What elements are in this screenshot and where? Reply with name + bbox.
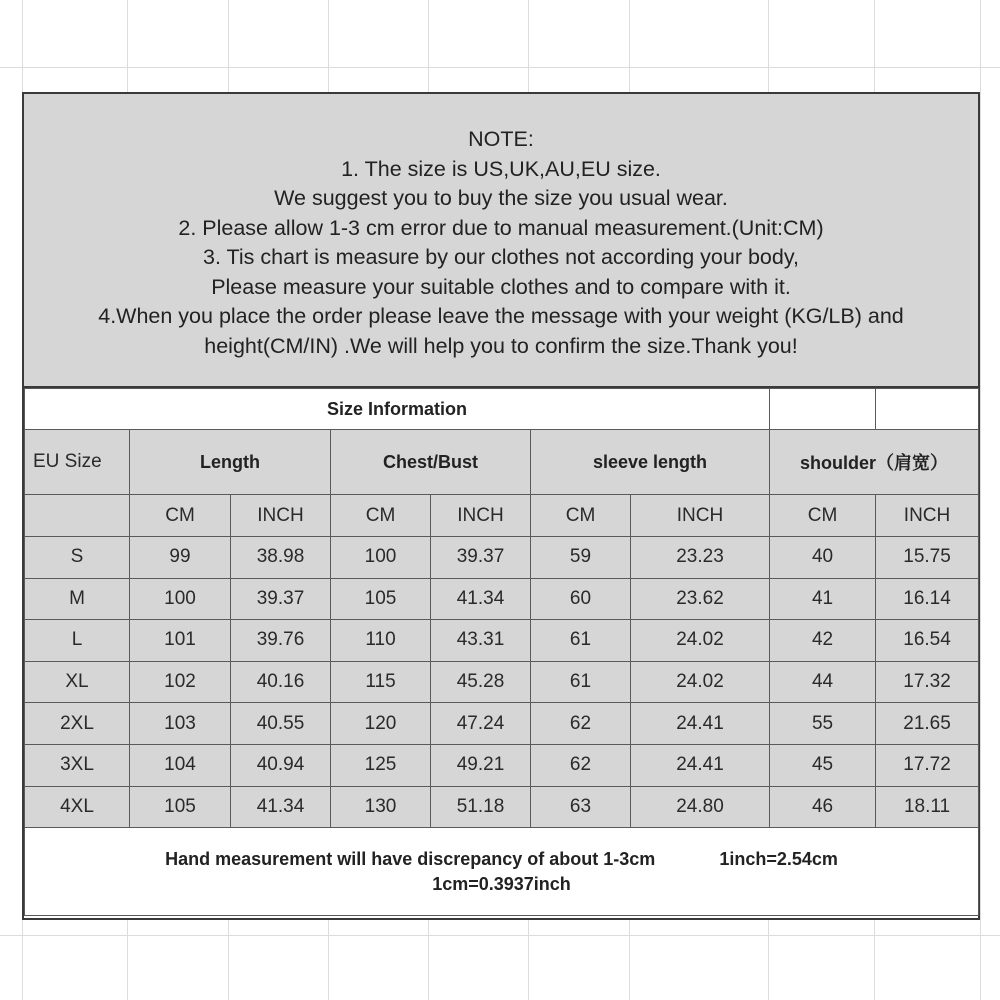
- value-cell: 41.34: [431, 578, 531, 620]
- value-cell: 42: [770, 620, 876, 662]
- footer-cell: [25, 828, 979, 916]
- unit-header: INCH: [876, 495, 979, 537]
- value-cell: 46: [770, 786, 876, 828]
- value-cell: 18.11: [876, 786, 979, 828]
- group-header-row: [25, 430, 979, 495]
- size-cell: 4XL: [25, 786, 130, 828]
- value-cell: 60: [531, 578, 631, 620]
- note-line: 3. Tis chart is measure by our clothes not according your body,: [203, 245, 799, 269]
- value-cell: 63: [531, 786, 631, 828]
- value-cell: 61: [531, 661, 631, 703]
- value-cell: 40.16: [231, 661, 331, 703]
- size-cell: 3XL: [25, 744, 130, 786]
- value-cell: 21.65: [876, 703, 979, 745]
- value-cell: 24.80: [631, 786, 770, 828]
- size-information-title: Size Information: [25, 389, 770, 430]
- value-cell: 105: [130, 786, 231, 828]
- note-line: Please measure your suitable clothes and to compare with it.: [211, 274, 791, 299]
- value-cell: 38.98: [231, 537, 331, 579]
- value-cell: 16.14: [876, 578, 979, 620]
- unit-header: INCH: [431, 495, 531, 537]
- table-row: [25, 786, 979, 828]
- table-row: [25, 703, 979, 745]
- value-cell: 115: [331, 661, 431, 703]
- value-cell: 110: [331, 620, 431, 662]
- value-cell: 16.54: [876, 620, 979, 662]
- chest-bust-header: Chest/Bust: [331, 430, 531, 495]
- value-cell: 99: [130, 537, 231, 579]
- table-row: [25, 744, 979, 786]
- value-cell: 55: [770, 703, 876, 745]
- unit-header: CM: [331, 495, 431, 537]
- note-line: We suggest you to buy the size you usual wear.: [274, 186, 728, 210]
- value-cell: 39.76: [231, 620, 331, 662]
- unit-header: CM: [531, 495, 631, 537]
- value-cell: 120: [331, 703, 431, 745]
- value-cell: 62: [531, 703, 631, 745]
- value-cell: 39.37: [431, 537, 531, 579]
- footer-row: [25, 828, 979, 916]
- value-cell: 39.37: [231, 578, 331, 620]
- length-header: Length: [130, 430, 331, 495]
- size-cell: S: [25, 537, 130, 579]
- value-cell: 24.02: [631, 661, 770, 703]
- cm-conversion: 1cm=0.3937inch: [432, 873, 571, 894]
- value-cell: 17.72: [876, 744, 979, 786]
- note-line: 4.When you place the order please leave the message with your weight (KG/LB) and: [98, 304, 904, 328]
- note-line: height(CM/IN) .We will help you to confirm the size.Thank you!: [204, 333, 798, 358]
- value-cell: 49.21: [431, 744, 531, 786]
- value-cell: 130: [331, 786, 431, 828]
- note-line: 2. Please allow 1-3 cm error due to manual measurement.(Unit:CM): [178, 215, 824, 240]
- unit-header: CM: [770, 495, 876, 537]
- unit-header: CM: [130, 495, 231, 537]
- table-row: [25, 537, 979, 579]
- value-cell: 40: [770, 537, 876, 579]
- value-cell: 62: [531, 744, 631, 786]
- value-cell: 44: [770, 661, 876, 703]
- value-cell: 100: [331, 537, 431, 579]
- value-cell: 24.41: [631, 703, 770, 745]
- shoulder-header: shoulder（肩宽）: [770, 430, 979, 495]
- value-cell: 40.94: [231, 744, 331, 786]
- value-cell: 17.32: [876, 661, 979, 703]
- value-cell: 40.55: [231, 703, 331, 745]
- discrepancy-note: Hand measurement will have discrepancy of about 1-3cm: [165, 848, 656, 869]
- value-cell: 51.18: [431, 786, 531, 828]
- value-cell: 24.02: [631, 620, 770, 662]
- value-cell: 104: [130, 744, 231, 786]
- eu-size-header: EU Size: [25, 430, 130, 495]
- table-row: [25, 620, 979, 662]
- info-row: [25, 389, 979, 430]
- table-row: [25, 661, 979, 703]
- note-line: 1. The size is US,UK,AU,EU size.: [341, 156, 661, 181]
- size-table: [24, 388, 979, 916]
- value-cell: 125: [331, 744, 431, 786]
- value-cell: 101: [130, 620, 231, 662]
- value-cell: 15.75: [876, 537, 979, 579]
- value-cell: 43.31: [431, 620, 531, 662]
- table-row: [25, 578, 979, 620]
- unit-header: INCH: [631, 495, 770, 537]
- empty-cell: [876, 389, 979, 430]
- note-box: [24, 94, 978, 388]
- value-cell: 61: [531, 620, 631, 662]
- value-cell: 45: [770, 744, 876, 786]
- note-line: NOTE:: [468, 127, 534, 151]
- empty-cell: [25, 495, 130, 537]
- value-cell: 24.41: [631, 744, 770, 786]
- value-cell: 41: [770, 578, 876, 620]
- inch-conversion: 1inch=2.54cm: [719, 848, 838, 869]
- value-cell: 105: [331, 578, 431, 620]
- size-chart: [22, 92, 980, 920]
- size-cell: L: [25, 620, 130, 662]
- value-cell: 41.34: [231, 786, 331, 828]
- value-cell: 23.62: [631, 578, 770, 620]
- value-cell: 102: [130, 661, 231, 703]
- value-cell: 47.24: [431, 703, 531, 745]
- empty-cell: [770, 389, 876, 430]
- value-cell: 103: [130, 703, 231, 745]
- value-cell: 45.28: [431, 661, 531, 703]
- value-cell: 59: [531, 537, 631, 579]
- value-cell: 23.23: [631, 537, 770, 579]
- unit-header-row: [25, 495, 979, 537]
- unit-header: INCH: [231, 495, 331, 537]
- sleeve-length-header: sleeve length: [531, 430, 770, 495]
- size-cell: XL: [25, 661, 130, 703]
- size-cell: 2XL: [25, 703, 130, 745]
- size-cell: M: [25, 578, 130, 620]
- value-cell: 100: [130, 578, 231, 620]
